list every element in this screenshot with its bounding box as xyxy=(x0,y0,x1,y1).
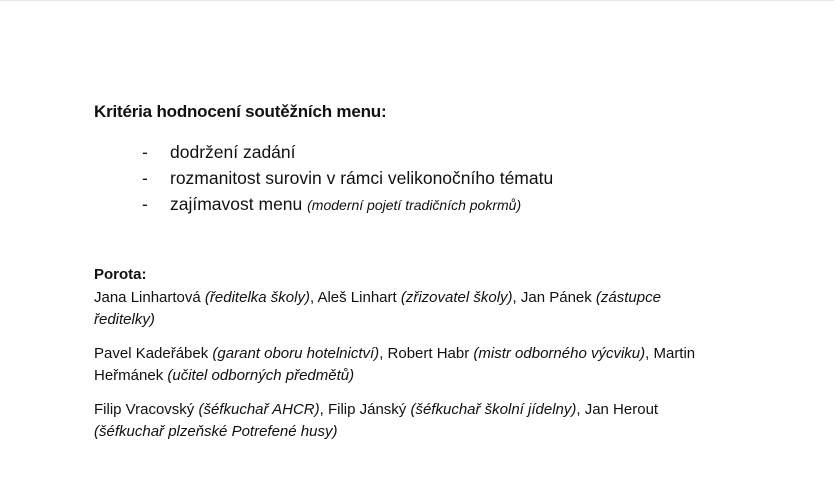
criteria-item xyxy=(142,192,553,218)
criteria-item xyxy=(142,166,553,192)
criteria-text: rozmanitost surovin v rámci velikonočního tématu xyxy=(170,168,554,188)
criteria-list xyxy=(142,140,553,218)
criteria-note: (moderní pojetí tradičních pokrmů) xyxy=(307,197,522,213)
jury-member-role: (zřizovatel školy) xyxy=(400,289,513,306)
criteria-text: zajímavost menu xyxy=(170,194,308,214)
jury-member-name: , Jan Pánek xyxy=(512,289,596,306)
bullet-dash: - xyxy=(142,142,148,162)
jury-member-name: Pavel Kadeřábek xyxy=(94,345,213,362)
jury-member-role: (garant oboru hotelnictví) xyxy=(212,345,380,362)
jury-member-role: (zástupce ředitelky) xyxy=(94,289,661,328)
jury-member-role: (šéfkuchař plzeňské Potrefené husy) xyxy=(94,423,338,440)
jury-member-name: , Martin Heřmánek xyxy=(94,345,696,384)
criteria-item xyxy=(142,140,553,166)
criteria-text: dodržení zadání xyxy=(170,142,296,162)
jury-member-name: Filip Vracovský xyxy=(94,401,199,418)
jury-member-name: , Aleš Linhart xyxy=(309,289,401,306)
jury-member-role: (šéfkuchař školní jídelny) xyxy=(410,401,577,418)
jury-title: Porota: xyxy=(94,266,147,283)
jury-paragraph xyxy=(94,287,704,331)
jury-member-name: , Jan Herout xyxy=(576,401,659,418)
bullet-dash: - xyxy=(142,194,148,214)
criteria-heading: Kritéria hodnocení soutěžních menu: xyxy=(94,102,387,121)
jury-member-name: , Robert Habr xyxy=(379,345,474,362)
jury-paragraph xyxy=(94,343,704,387)
jury-member-role: (ředitelka školy) xyxy=(204,289,310,306)
jury-member-name: , Filip Jánský xyxy=(319,401,411,418)
jury-member-role: (učitel odborných předmětů) xyxy=(167,367,355,384)
jury-member-name: Jana Linhartová xyxy=(94,289,205,306)
jury-member-role: (šéfkuchař AHCR) xyxy=(198,401,320,418)
jury-paragraph xyxy=(94,399,704,443)
jury-member-role: (mistr odborného výcviku) xyxy=(473,345,646,362)
bullet-dash: - xyxy=(142,168,148,188)
